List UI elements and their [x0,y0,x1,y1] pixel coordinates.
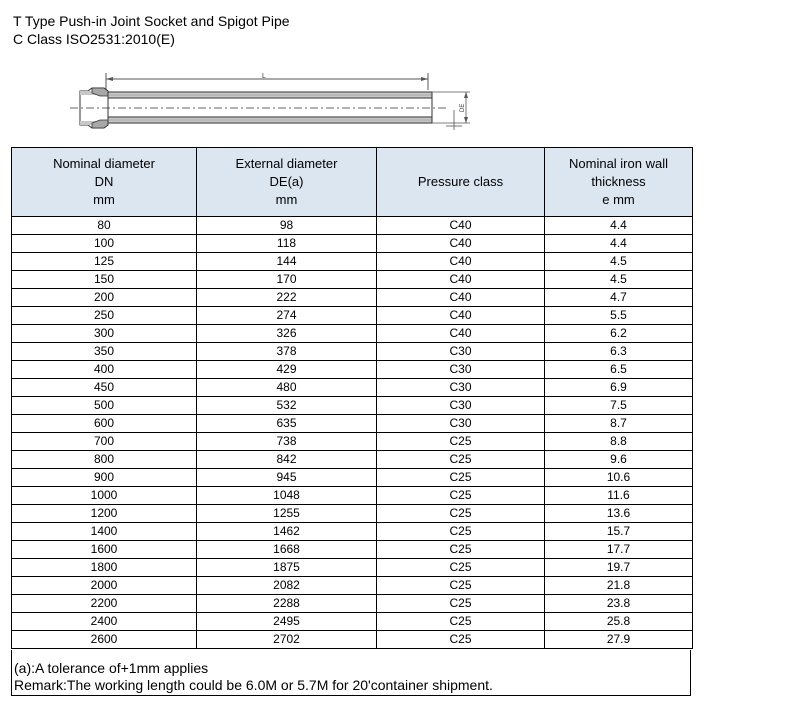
pipe-body [70,88,448,128]
cell-de: 1668 [197,541,377,559]
table-row [12,541,693,559]
table-row [12,487,693,505]
cell-pressure-class: C25 [377,451,545,469]
cell-pressure-class: C40 [377,253,545,271]
cell-pressure-class: C40 [377,289,545,307]
cell-pressure-class: C30 [377,343,545,361]
table-row [12,523,693,541]
cell-de: 1462 [197,523,377,541]
cell-dn: 2000 [12,577,197,595]
table-row [12,289,693,307]
col-header-line3: mm [275,192,298,207]
col-header-line2: DE(a) [269,174,304,189]
cell-pressure-class: C25 [377,505,545,523]
cell-pressure-class: C25 [377,469,545,487]
cell-pressure-class: C30 [377,379,545,397]
cell-de: 326 [197,325,377,343]
table-row [12,469,693,487]
cell-wall-thickness: 11.6 [545,487,693,505]
cell-de: 2495 [197,613,377,631]
table-row [12,631,693,649]
cell-de: 429 [197,361,377,379]
cell-de: 378 [197,343,377,361]
cell-de: 1255 [197,505,377,523]
cell-pressure-class: C25 [377,577,545,595]
table-row [12,505,693,523]
cell-wall-thickness: 13.6 [545,505,693,523]
cell-dn: 1400 [12,523,197,541]
cell-wall-thickness: 23.8 [545,595,693,613]
cell-dn: 2400 [12,613,197,631]
cell-dn: 900 [12,469,197,487]
cell-de: 738 [197,433,377,451]
cell-pressure-class: C25 [377,631,545,649]
tolerance-note: (a):A tolerance of+1mm applies [14,660,209,676]
table-row [12,307,693,325]
cell-wall-thickness: 4.7 [545,289,693,307]
cell-wall-thickness: 5.5 [545,307,693,325]
cell-pressure-class: C25 [377,595,545,613]
cell-de: 98 [197,217,377,235]
col-header-line1: Nominal diameter [53,156,155,171]
cell-pressure-class: C30 [377,361,545,379]
cell-dn: 2200 [12,595,197,613]
table-row [12,451,693,469]
cell-dn: 800 [12,451,197,469]
cell-pressure-class: C25 [377,541,545,559]
cell-pressure-class: C40 [377,325,545,343]
cell-dn: 450 [12,379,197,397]
cell-de: 635 [197,415,377,433]
col-header-line3: mm [93,192,115,207]
cell-wall-thickness: 7.5 [545,397,693,415]
col-header-line1: Pressure class [417,174,504,189]
cell-wall-thickness: 6.3 [545,343,693,361]
col-header-line1: External diameter [235,156,338,171]
cell-wall-thickness: 25.8 [545,613,693,631]
cell-pressure-class: C25 [377,433,545,451]
cell-wall-thickness: 21.8 [545,577,693,595]
col-header-line3: e mm [602,192,635,207]
cell-wall-thickness: 19.7 [545,559,693,577]
cell-dn: 700 [12,433,197,451]
cell-de: 532 [197,397,377,415]
cell-de: 945 [197,469,377,487]
page-subtitle: C Class ISO2531:2010(E) [13,31,175,47]
cell-de: 274 [197,307,377,325]
table-row [12,379,693,397]
cell-de: 144 [197,253,377,271]
table-row [12,559,693,577]
col-header-line2: thickness [591,174,646,189]
table-row [12,253,693,271]
cell-pressure-class: C40 [377,307,545,325]
cell-dn: 1600 [12,541,197,559]
cell-de: 480 [197,379,377,397]
cell-de: 118 [197,235,377,253]
col-external-diameter [197,148,377,217]
cell-pressure-class: C30 [377,415,545,433]
cell-dn: 80 [12,217,197,235]
cell-wall-thickness: 8.8 [545,433,693,451]
cell-pressure-class: C40 [377,271,545,289]
cell-dn: 125 [12,253,197,271]
cell-de: 222 [197,289,377,307]
cell-pressure-class: C25 [377,523,545,541]
cell-pressure-class: C25 [377,487,545,505]
diameter-label: DE [460,103,466,112]
cell-dn: 2600 [12,631,197,649]
cell-wall-thickness: 4.5 [545,253,693,271]
table-header-row [12,148,693,217]
cell-dn: 150 [12,271,197,289]
table-row [12,433,693,451]
table-row [12,415,693,433]
cell-pressure-class: C30 [377,397,545,415]
cell-wall-thickness: 6.5 [545,361,693,379]
cell-wall-thickness: 4.4 [545,235,693,253]
table-row [12,577,693,595]
cell-dn: 1200 [12,505,197,523]
cell-dn: 1000 [12,487,197,505]
cell-dn: 250 [12,307,197,325]
cell-de: 2082 [197,577,377,595]
cell-wall-thickness: 4.4 [545,217,693,235]
cell-wall-thickness: 6.2 [545,325,693,343]
cell-dn: 1800 [12,559,197,577]
cell-dn: 300 [12,325,197,343]
remark-note: Remark:The working length could be 6.0M or 5.7M for 20'container shipment. [14,677,493,693]
notes-box [11,650,691,696]
table-row [12,361,693,379]
cell-wall-thickness: 9.6 [545,451,693,469]
cell-wall-thickness: 10.6 [545,469,693,487]
length-label: L [262,73,266,80]
page-title: T Type Push-in Joint Socket and Spigot Pipe [13,13,290,29]
cell-dn: 500 [12,397,197,415]
col-pressure-class [377,148,545,217]
cell-pressure-class: C25 [377,613,545,631]
cell-pressure-class: C40 [377,235,545,253]
table-row [12,235,693,253]
cell-de: 2702 [197,631,377,649]
table-row [12,271,693,289]
table-row [12,595,693,613]
cell-wall-thickness: 27.9 [545,631,693,649]
cell-dn: 200 [12,289,197,307]
table-row [12,613,693,631]
col-header-line2: DN [94,174,114,189]
cell-de: 842 [197,451,377,469]
cell-dn: 350 [12,343,197,361]
col-nominal-diameter [12,148,197,217]
cell-de: 2288 [197,595,377,613]
diameter-dimension [432,92,470,130]
cell-dn: 400 [12,361,197,379]
cell-wall-thickness: 8.7 [545,415,693,433]
cell-pressure-class: C25 [377,559,545,577]
cell-de: 170 [197,271,377,289]
length-dimension [106,73,428,90]
cell-wall-thickness: 17.7 [545,541,693,559]
cell-de: 1875 [197,559,377,577]
table-row [12,325,693,343]
cell-wall-thickness: 4.5 [545,271,693,289]
col-wall-thickness [545,148,693,217]
cell-wall-thickness: 15.7 [545,523,693,541]
table-row [12,397,693,415]
cell-de: 1048 [197,487,377,505]
col-header-line1: Nominal iron wall [569,156,668,171]
cell-dn: 100 [12,235,197,253]
cell-wall-thickness: 6.9 [545,379,693,397]
spec-table [11,147,693,649]
table-row [12,343,693,361]
pipe-diagram [0,0,800,147]
cell-dn: 600 [12,415,197,433]
cell-pressure-class: C40 [377,217,545,235]
table-row [12,217,693,235]
